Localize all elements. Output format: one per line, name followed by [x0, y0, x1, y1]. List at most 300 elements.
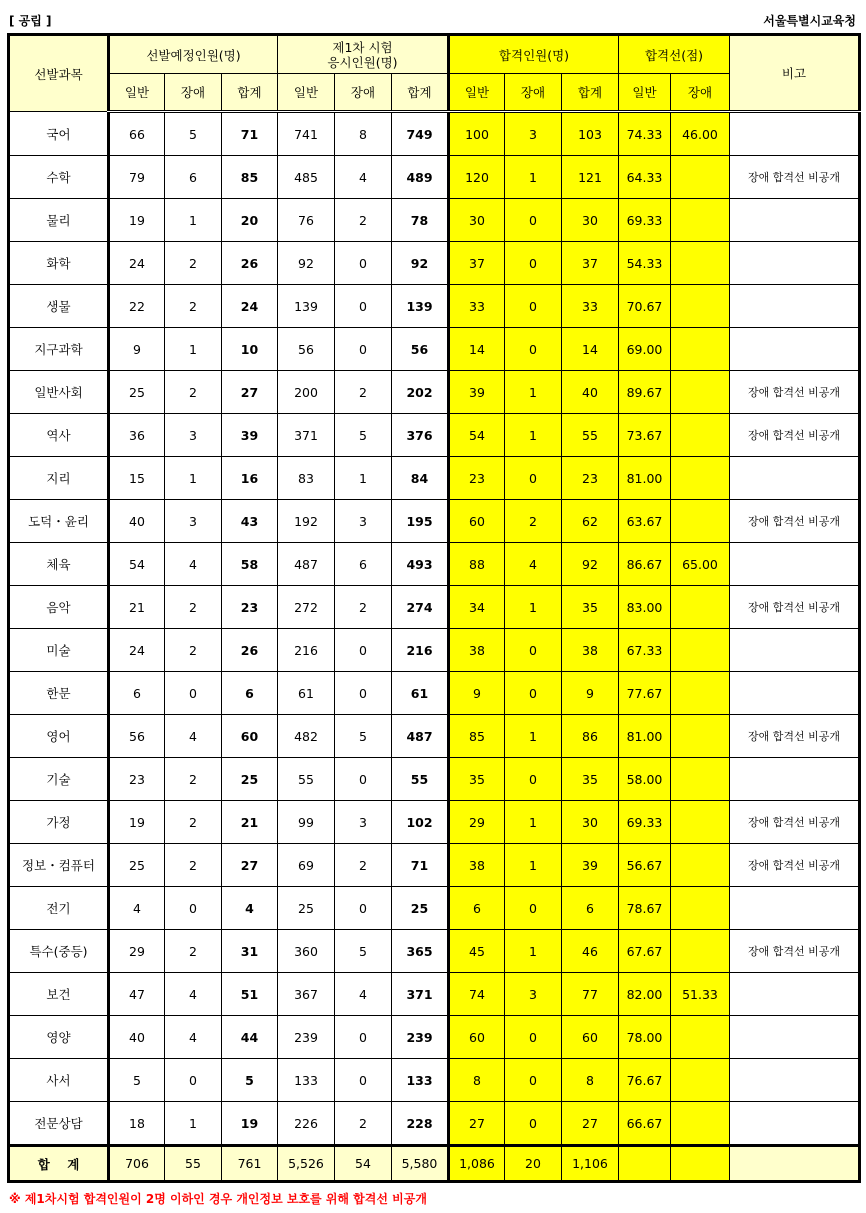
cell-planned-disabled: 2	[165, 242, 222, 285]
cell-applicants-disabled: 5	[335, 930, 392, 973]
cell-cutoff-general: 81.00	[619, 715, 671, 758]
cell-cutoff-general: 81.00	[619, 457, 671, 500]
cell-applicants-general: 485	[278, 156, 335, 199]
group-header-applicants	[278, 35, 449, 74]
cell-planned-general: 22	[109, 285, 165, 328]
cell-passed-general: 30	[449, 199, 505, 242]
cell-subject: 전문상담	[9, 1102, 109, 1146]
cell-applicants-general: 367	[278, 973, 335, 1016]
cell-planned-total: 51	[222, 973, 278, 1016]
cell-cutoff-general: 67.67	[619, 930, 671, 973]
cell-passed-general: 37	[449, 242, 505, 285]
cell-remarks	[730, 1016, 860, 1059]
cell-applicants-total: 489	[392, 156, 449, 199]
cell-applicants-total: 139	[392, 285, 449, 328]
table-row	[9, 1059, 860, 1102]
cell-cutoff-general: 78.67	[619, 887, 671, 930]
cell-planned-disabled: 1	[165, 328, 222, 371]
cell-applicants-total: 239	[392, 1016, 449, 1059]
table-body	[9, 112, 860, 1182]
cell-planned-general: 25	[109, 844, 165, 887]
cell-planned-general: 40	[109, 500, 165, 543]
cell-applicants-total: 55	[392, 758, 449, 801]
cell-applicants-total: 102	[392, 801, 449, 844]
cell-passed-general: 6	[449, 887, 505, 930]
cell-subject: 합 계	[9, 1146, 109, 1182]
cell-passed-general: 8	[449, 1059, 505, 1102]
cell-planned-general: 56	[109, 715, 165, 758]
cell-cutoff-disabled	[671, 801, 730, 844]
cell-planned-total: 44	[222, 1016, 278, 1059]
cell-applicants-general: 92	[278, 242, 335, 285]
cell-applicants-disabled: 4	[335, 156, 392, 199]
cell-passed-disabled: 1	[505, 930, 562, 973]
sub-header-cutoff-general: 일반	[619, 74, 671, 112]
cell-remarks	[730, 112, 860, 156]
cell-subject: 전기	[9, 887, 109, 930]
table-row	[9, 1016, 860, 1059]
cell-passed-disabled: 3	[505, 973, 562, 1016]
cell-planned-general: 23	[109, 758, 165, 801]
total-row	[9, 1146, 860, 1182]
cell-applicants-disabled: 0	[335, 672, 392, 715]
cell-applicants-total: 274	[392, 586, 449, 629]
cell-planned-total: 10	[222, 328, 278, 371]
cell-planned-disabled: 2	[165, 285, 222, 328]
cell-planned-general: 29	[109, 930, 165, 973]
cell-cutoff-general: 54.33	[619, 242, 671, 285]
table-row	[9, 586, 860, 629]
cell-remarks: 장애 합격선 비공개	[730, 586, 860, 629]
cell-planned-total: 24	[222, 285, 278, 328]
cell-remarks	[730, 1102, 860, 1146]
cell-applicants-general: 5,526	[278, 1146, 335, 1182]
cell-planned-general: 54	[109, 543, 165, 586]
cell-remarks	[730, 242, 860, 285]
category-label: [ 공립 ]	[9, 14, 52, 28]
table-row	[9, 801, 860, 844]
cell-planned-total: 43	[222, 500, 278, 543]
cell-passed-disabled: 1	[505, 156, 562, 199]
cell-applicants-disabled: 0	[335, 1016, 392, 1059]
group-header-passed: 합격인원(명)	[449, 35, 619, 74]
cell-planned-total: 27	[222, 844, 278, 887]
table-row	[9, 414, 860, 457]
sub-header-applicants-disabled: 장애	[335, 74, 392, 112]
table-row	[9, 758, 860, 801]
cell-passed-disabled: 20	[505, 1146, 562, 1182]
table-row	[9, 285, 860, 328]
cell-subject: 미술	[9, 629, 109, 672]
cell-planned-general: 40	[109, 1016, 165, 1059]
cell-cutoff-disabled	[671, 1102, 730, 1146]
col-header-remarks: 비고	[730, 35, 860, 112]
cell-cutoff-general: 69.00	[619, 328, 671, 371]
cell-planned-general: 19	[109, 199, 165, 242]
cell-passed-disabled: 0	[505, 1059, 562, 1102]
cell-passed-total: 40	[562, 371, 619, 414]
cell-applicants-total: 84	[392, 457, 449, 500]
cell-passed-disabled: 0	[505, 1102, 562, 1146]
sub-header-planned-total: 합계	[222, 74, 278, 112]
cell-passed-total: 37	[562, 242, 619, 285]
cell-passed-total: 14	[562, 328, 619, 371]
cell-cutoff-disabled	[671, 414, 730, 457]
cell-applicants-general: 99	[278, 801, 335, 844]
footnote: ※ 제1차시험 합격인원이 2명 이하인 경우 개인정보 보호를 위해 합격선 비공개	[9, 1192, 427, 1206]
cell-passed-disabled: 0	[505, 285, 562, 328]
cell-remarks	[730, 1059, 860, 1102]
cell-applicants-disabled: 0	[335, 328, 392, 371]
cell-cutoff-disabled	[671, 844, 730, 887]
sub-header-passed-disabled: 장애	[505, 74, 562, 112]
cell-planned-total: 39	[222, 414, 278, 457]
cell-planned-general: 19	[109, 801, 165, 844]
cell-applicants-disabled: 3	[335, 500, 392, 543]
table-row	[9, 629, 860, 672]
cell-remarks	[730, 328, 860, 371]
cell-applicants-total: 133	[392, 1059, 449, 1102]
cell-planned-general: 15	[109, 457, 165, 500]
cell-planned-disabled: 2	[165, 586, 222, 629]
cell-cutoff-disabled	[671, 328, 730, 371]
cell-remarks: 장애 합격선 비공개	[730, 500, 860, 543]
cell-remarks: 장애 합격선 비공개	[730, 715, 860, 758]
cell-applicants-total: 371	[392, 973, 449, 1016]
cell-passed-total: 38	[562, 629, 619, 672]
cell-passed-disabled: 3	[505, 112, 562, 156]
cell-passed-total: 92	[562, 543, 619, 586]
cell-cutoff-disabled	[671, 457, 730, 500]
cell-passed-general: 60	[449, 500, 505, 543]
cell-cutoff-general: 73.67	[619, 414, 671, 457]
table-row	[9, 500, 860, 543]
cell-applicants-disabled: 3	[335, 801, 392, 844]
table-row	[9, 844, 860, 887]
cell-planned-disabled: 5	[165, 112, 222, 156]
cell-planned-total: 4	[222, 887, 278, 930]
cell-planned-disabled: 0	[165, 1059, 222, 1102]
table-row	[9, 457, 860, 500]
cell-cutoff-disabled	[671, 887, 730, 930]
table-row	[9, 1102, 860, 1146]
cell-passed-disabled: 1	[505, 801, 562, 844]
cell-applicants-total: 202	[392, 371, 449, 414]
cell-applicants-disabled: 0	[335, 242, 392, 285]
cell-passed-disabled: 0	[505, 1016, 562, 1059]
cell-cutoff-general: 70.67	[619, 285, 671, 328]
cell-passed-total: 6	[562, 887, 619, 930]
cell-applicants-general: 25	[278, 887, 335, 930]
cell-subject: 일반사회	[9, 371, 109, 414]
cell-passed-total: 121	[562, 156, 619, 199]
cell-passed-total: 1,106	[562, 1146, 619, 1182]
cell-cutoff-disabled	[671, 156, 730, 199]
cell-planned-general: 66	[109, 112, 165, 156]
cell-applicants-total: 61	[392, 672, 449, 715]
cell-passed-total: 86	[562, 715, 619, 758]
cell-applicants-disabled: 1	[335, 457, 392, 500]
cell-applicants-general: 360	[278, 930, 335, 973]
cell-cutoff-disabled	[671, 199, 730, 242]
cell-passed-general: 35	[449, 758, 505, 801]
cell-remarks	[730, 672, 860, 715]
cell-subject: 특수(중등)	[9, 930, 109, 973]
cell-planned-total: 85	[222, 156, 278, 199]
results-table	[7, 33, 861, 1183]
cell-applicants-total: 78	[392, 199, 449, 242]
cell-passed-general: 38	[449, 844, 505, 887]
cell-subject: 정보・컴퓨터	[9, 844, 109, 887]
cell-remarks	[730, 457, 860, 500]
cell-applicants-total: 25	[392, 887, 449, 930]
cell-passed-disabled: 0	[505, 887, 562, 930]
cell-remarks: 장애 합격선 비공개	[730, 156, 860, 199]
cell-remarks: 장애 합격선 비공개	[730, 930, 860, 973]
cell-passed-total: 33	[562, 285, 619, 328]
cell-cutoff-disabled	[671, 586, 730, 629]
cell-planned-disabled: 0	[165, 672, 222, 715]
cell-planned-total: 26	[222, 629, 278, 672]
applicants-line2: 응시인원(명)	[327, 54, 398, 70]
cell-passed-general: 14	[449, 328, 505, 371]
cell-cutoff-general: 83.00	[619, 586, 671, 629]
cell-passed-disabled: 1	[505, 586, 562, 629]
cell-applicants-general: 216	[278, 629, 335, 672]
table-row	[9, 930, 860, 973]
cell-subject: 화학	[9, 242, 109, 285]
cell-passed-total: 27	[562, 1102, 619, 1146]
cell-planned-disabled: 3	[165, 500, 222, 543]
cell-planned-total: 31	[222, 930, 278, 973]
cell-planned-total: 25	[222, 758, 278, 801]
cell-applicants-total: 71	[392, 844, 449, 887]
cell-passed-total: 35	[562, 758, 619, 801]
cell-planned-disabled: 4	[165, 715, 222, 758]
cell-passed-general: 23	[449, 457, 505, 500]
cell-remarks	[730, 758, 860, 801]
cell-planned-total: 19	[222, 1102, 278, 1146]
cell-passed-general: 1,086	[449, 1146, 505, 1182]
cell-planned-disabled: 2	[165, 801, 222, 844]
table-row	[9, 715, 860, 758]
cell-planned-total: 26	[222, 242, 278, 285]
cell-planned-general: 47	[109, 973, 165, 1016]
cell-passed-disabled: 0	[505, 758, 562, 801]
cell-passed-general: 54	[449, 414, 505, 457]
cell-applicants-disabled: 2	[335, 371, 392, 414]
cell-applicants-disabled: 2	[335, 586, 392, 629]
cell-applicants-general: 76	[278, 199, 335, 242]
cell-passed-general: 27	[449, 1102, 505, 1146]
table-row	[9, 112, 860, 156]
cell-planned-total: 21	[222, 801, 278, 844]
cell-applicants-total: 195	[392, 500, 449, 543]
table-row	[9, 199, 860, 242]
cell-passed-general: 9	[449, 672, 505, 715]
cell-subject: 역사	[9, 414, 109, 457]
cell-applicants-total: 228	[392, 1102, 449, 1146]
cell-planned-disabled: 2	[165, 930, 222, 973]
table-row	[9, 672, 860, 715]
table-row	[9, 328, 860, 371]
col-header-subject: 선발과목	[9, 35, 109, 112]
cell-remarks	[730, 973, 860, 1016]
cell-planned-general: 4	[109, 887, 165, 930]
cell-passed-total: 62	[562, 500, 619, 543]
cell-applicants-general: 69	[278, 844, 335, 887]
cell-subject: 가정	[9, 801, 109, 844]
cell-remarks: 장애 합격선 비공개	[730, 414, 860, 457]
cell-planned-total: 20	[222, 199, 278, 242]
table-row	[9, 156, 860, 199]
cell-passed-disabled: 0	[505, 328, 562, 371]
cell-passed-disabled: 1	[505, 844, 562, 887]
cell-applicants-disabled: 0	[335, 285, 392, 328]
sub-header-passed-general: 일반	[449, 74, 505, 112]
cell-planned-disabled: 0	[165, 887, 222, 930]
cell-subject: 생물	[9, 285, 109, 328]
table-row	[9, 887, 860, 930]
cell-passed-disabled: 0	[505, 457, 562, 500]
cell-subject: 지리	[9, 457, 109, 500]
table-row	[9, 242, 860, 285]
cell-applicants-total: 493	[392, 543, 449, 586]
cell-cutoff-disabled	[671, 1016, 730, 1059]
cell-applicants-total: 92	[392, 242, 449, 285]
cell-passed-general: 74	[449, 973, 505, 1016]
cell-cutoff-general: 69.33	[619, 199, 671, 242]
cell-remarks	[730, 887, 860, 930]
cell-applicants-general: 192	[278, 500, 335, 543]
cell-passed-general: 29	[449, 801, 505, 844]
cell-applicants-general: 482	[278, 715, 335, 758]
cell-planned-disabled: 4	[165, 1016, 222, 1059]
cell-remarks	[730, 199, 860, 242]
sub-header-planned-disabled: 장애	[165, 74, 222, 112]
cell-applicants-general: 55	[278, 758, 335, 801]
cell-passed-general: 38	[449, 629, 505, 672]
cell-applicants-total: 56	[392, 328, 449, 371]
cell-passed-total: 103	[562, 112, 619, 156]
cell-passed-total: 46	[562, 930, 619, 973]
cell-planned-total: 6	[222, 672, 278, 715]
cell-cutoff-general: 86.67	[619, 543, 671, 586]
sub-header-applicants-general: 일반	[278, 74, 335, 112]
cell-cutoff-general: 67.33	[619, 629, 671, 672]
cell-planned-general: 36	[109, 414, 165, 457]
cell-planned-general: 5	[109, 1059, 165, 1102]
cell-cutoff-general: 74.33	[619, 112, 671, 156]
cell-applicants-disabled: 5	[335, 715, 392, 758]
cell-cutoff-general: 89.67	[619, 371, 671, 414]
cell-passed-general: 39	[449, 371, 505, 414]
cell-applicants-general: 371	[278, 414, 335, 457]
table-row	[9, 973, 860, 1016]
cell-subject: 보건	[9, 973, 109, 1016]
cell-planned-total: 58	[222, 543, 278, 586]
cell-planned-disabled: 2	[165, 758, 222, 801]
cell-passed-total: 55	[562, 414, 619, 457]
cell-subject: 사서	[9, 1059, 109, 1102]
cell-planned-disabled: 55	[165, 1146, 222, 1182]
cell-subject: 체육	[9, 543, 109, 586]
cell-planned-disabled: 2	[165, 371, 222, 414]
cell-subject: 영어	[9, 715, 109, 758]
cell-remarks	[730, 543, 860, 586]
cell-cutoff-disabled: 46.00	[671, 112, 730, 156]
sub-header-passed-total: 합계	[562, 74, 619, 112]
cell-passed-disabled: 2	[505, 500, 562, 543]
sub-header-applicants-total: 합계	[392, 74, 449, 112]
cell-passed-disabled: 1	[505, 414, 562, 457]
cell-cutoff-disabled	[671, 1059, 730, 1102]
cell-planned-disabled: 3	[165, 414, 222, 457]
cell-cutoff-disabled	[671, 500, 730, 543]
cell-passed-total: 23	[562, 457, 619, 500]
cell-applicants-total: 487	[392, 715, 449, 758]
cell-passed-disabled: 0	[505, 672, 562, 715]
cell-passed-total: 35	[562, 586, 619, 629]
cell-passed-general: 100	[449, 112, 505, 156]
cell-applicants-disabled: 6	[335, 543, 392, 586]
cell-passed-total: 60	[562, 1016, 619, 1059]
cell-cutoff-disabled	[671, 242, 730, 285]
cell-passed-general: 88	[449, 543, 505, 586]
cell-remarks	[730, 1146, 860, 1182]
cell-cutoff-general: 76.67	[619, 1059, 671, 1102]
group-header-cutoff: 합격선(점)	[619, 35, 730, 74]
cell-cutoff-general: 64.33	[619, 156, 671, 199]
cell-applicants-disabled: 0	[335, 1059, 392, 1102]
cell-remarks: 장애 합격선 비공개	[730, 801, 860, 844]
cell-planned-general: 79	[109, 156, 165, 199]
cell-cutoff-general	[619, 1146, 671, 1182]
cell-cutoff-disabled	[671, 1146, 730, 1182]
cell-planned-disabled: 2	[165, 629, 222, 672]
cell-planned-disabled: 1	[165, 457, 222, 500]
cell-planned-disabled: 1	[165, 199, 222, 242]
cell-cutoff-disabled: 65.00	[671, 543, 730, 586]
cell-applicants-general: 272	[278, 586, 335, 629]
cell-cutoff-general: 66.67	[619, 1102, 671, 1146]
cell-applicants-general: 239	[278, 1016, 335, 1059]
cell-subject: 물리	[9, 199, 109, 242]
cell-applicants-general: 487	[278, 543, 335, 586]
cell-planned-disabled: 6	[165, 156, 222, 199]
cell-passed-general: 60	[449, 1016, 505, 1059]
cell-subject: 음악	[9, 586, 109, 629]
cell-applicants-general: 200	[278, 371, 335, 414]
applicants-line1: 제1차 시험	[332, 39, 393, 55]
cell-applicants-general: 226	[278, 1102, 335, 1146]
cell-applicants-disabled: 0	[335, 629, 392, 672]
cell-subject: 지구과학	[9, 328, 109, 371]
cell-applicants-disabled: 2	[335, 1102, 392, 1146]
cell-cutoff-general: 56.67	[619, 844, 671, 887]
cell-applicants-disabled: 2	[335, 844, 392, 887]
cell-planned-general: 25	[109, 371, 165, 414]
cell-subject: 국어	[9, 112, 109, 156]
cell-passed-total: 39	[562, 844, 619, 887]
cell-planned-general: 18	[109, 1102, 165, 1146]
cell-planned-general: 9	[109, 328, 165, 371]
cell-applicants-disabled: 54	[335, 1146, 392, 1182]
cell-cutoff-general: 82.00	[619, 973, 671, 1016]
cell-planned-total: 5	[222, 1059, 278, 1102]
cell-applicants-general: 61	[278, 672, 335, 715]
cell-subject: 수학	[9, 156, 109, 199]
